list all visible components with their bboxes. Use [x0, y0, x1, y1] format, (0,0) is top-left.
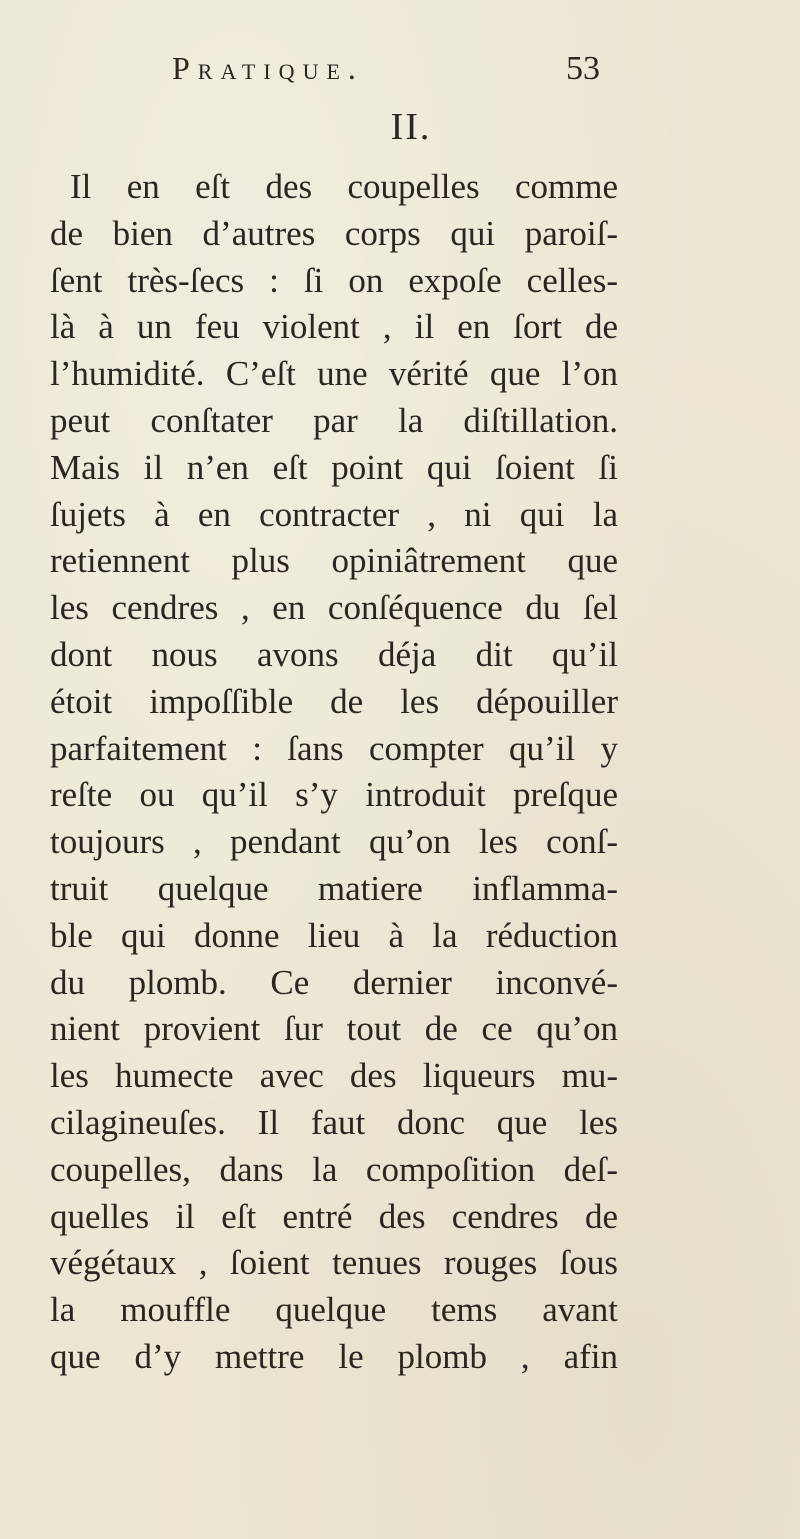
text-line: ſent très-ſecs : ſi on expoſe celles- — [50, 260, 618, 300]
text-line: toujours , pendant qu’on les conſ- — [50, 822, 618, 862]
text-line: cilagineuſes. Il faut donc que les — [50, 1102, 618, 1142]
text-line: parfaitement : ſans compter qu’il y — [50, 728, 618, 768]
text-line: Il en eſt des coupelles comme — [70, 167, 618, 206]
text-line: truit quelque matiere inflamma- — [50, 868, 618, 908]
text-line: la mouffle quelque tems avant — [50, 1290, 618, 1330]
text-line: nient provient ſur tout de ce qu’on — [50, 1009, 618, 1049]
text-line: peut conſtater par la diſtillation. — [50, 400, 618, 440]
text-line: du plomb. Ce dernier inconvé- — [50, 962, 618, 1002]
text-line: les humecte avec des liqueurs mu- — [50, 1056, 618, 1096]
page-header — [0, 50, 800, 100]
text-line: ble qui donne lieu à la réduction — [50, 915, 618, 955]
text-line: coupelles, dans la compoſition deſ- — [50, 1149, 618, 1189]
text-line: que d’y mettre le plomb , afin — [50, 1336, 618, 1376]
text-line: reſte ou qu’il s’y introduit preſque — [50, 775, 618, 815]
running-head: Pratique. — [172, 50, 364, 86]
section-number: II. — [390, 106, 432, 148]
text-line: dont nous avons déja dit qu’il — [50, 634, 618, 674]
text-line: ſujets à en contracter , ni qui la — [50, 494, 618, 534]
page-number: 53 — [566, 50, 600, 87]
text-line: retiennent plus opiniâtrement que — [50, 541, 618, 581]
text-line: les cendres , en conſéquence du ſel — [50, 588, 618, 628]
text-line: Mais il n’en eſt point qui ſoient ſi — [50, 447, 618, 487]
text-line: quelles il eſt entré des cendres de — [50, 1196, 618, 1236]
text-line: végétaux , ſoient tenues rouges ſous — [50, 1243, 618, 1283]
text-line: l’humidité. C’eſt une vérité que l’on — [50, 354, 618, 394]
text-line: étoit impoſſible de les dépouiller — [50, 681, 618, 721]
text-line: de bien d’autres corps qui paroiſ- — [50, 213, 618, 253]
text-line: là à un feu violent , il en ſort de — [50, 307, 618, 347]
body-text — [50, 164, 618, 1381]
